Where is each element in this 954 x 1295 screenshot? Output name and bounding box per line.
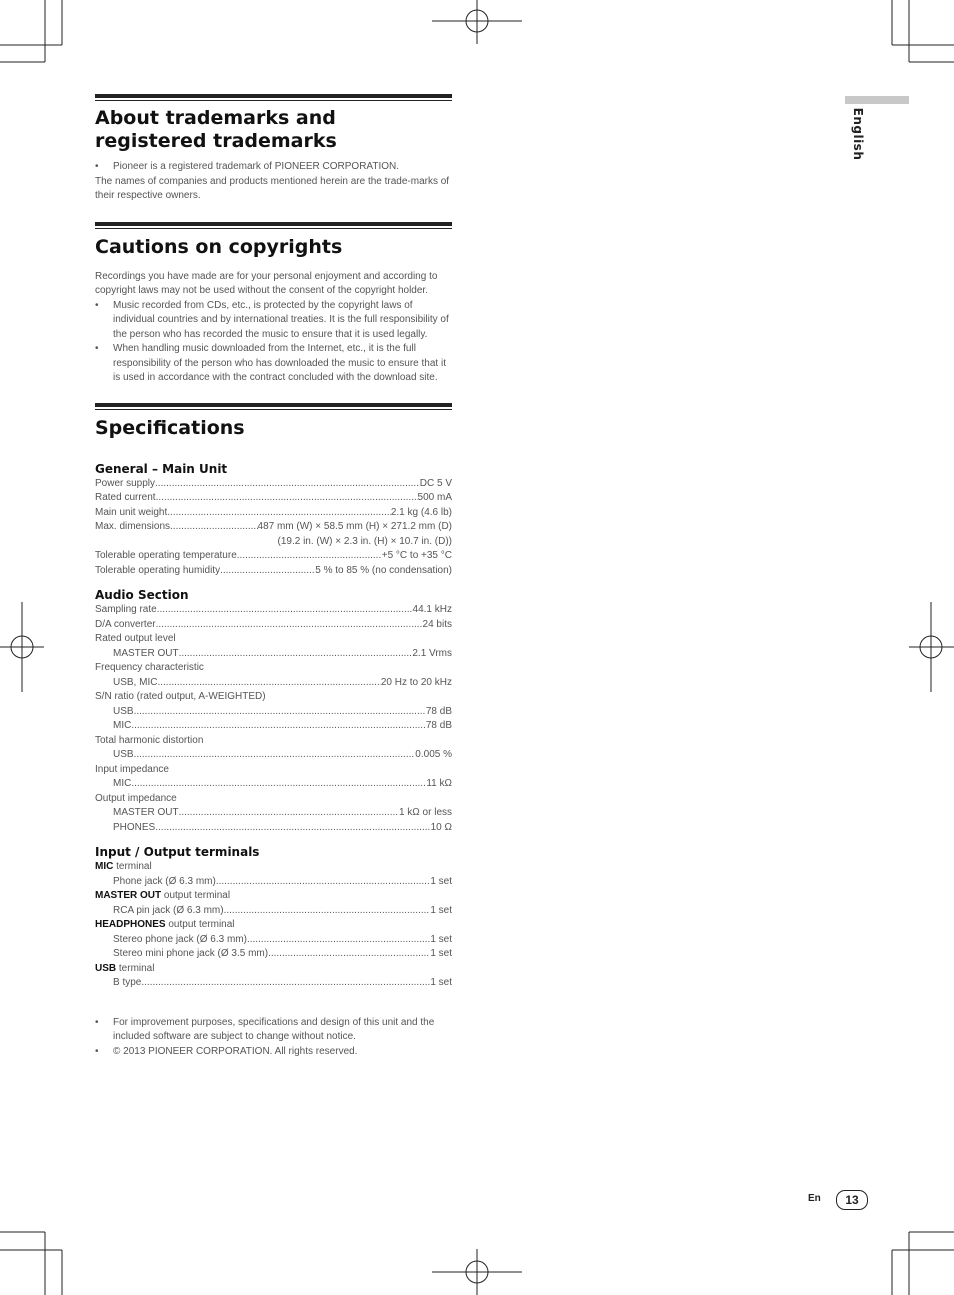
copyrights-body: Recordings you have made are for your personal enjoyment and according to copyright laws may not be used without the consent of the copyright holder. <box>95 270 438 296</box>
spec-value: 20 Hz to 20 kHz <box>380 676 452 688</box>
heading-rule <box>95 94 452 98</box>
heading-rule <box>95 222 452 226</box>
spec-label: Main unit weight <box>95 506 168 518</box>
language-tab <box>845 96 909 104</box>
spec-value: 1 set <box>430 948 452 959</box>
audio-title: Audio Section <box>95 588 189 602</box>
spec-value: 78 dB <box>425 705 452 717</box>
spec-row <box>95 506 452 521</box>
spec-value: +5 °C to +35 °C <box>381 550 452 561</box>
spec-value: 1 set <box>430 933 452 945</box>
spec-value: 0.005 % <box>415 749 452 760</box>
spec-row <box>95 647 452 662</box>
spec-notes <box>95 1016 452 1060</box>
terminal-suffix: terminal <box>116 962 155 974</box>
spec-row <box>95 719 452 734</box>
spec-row <box>95 477 452 492</box>
spec-row <box>95 491 452 506</box>
spec-group-label: Input impedance <box>95 763 169 775</box>
spec-label: MIC <box>113 720 132 731</box>
spec-value: DC 5 V <box>419 477 452 489</box>
spec-label: RCA pin jack (Ø 6.3 mm) <box>113 904 224 916</box>
terminal-suffix: terminal <box>113 861 152 872</box>
spec-value: (19.2 in. (W) × 2.3 in. (H) × 10.7 in. (D)) <box>277 535 452 547</box>
specifications-section <box>95 403 452 1060</box>
language-label: English <box>851 107 865 161</box>
spec-row <box>95 603 452 618</box>
terminal-name: HEADPHONES <box>95 919 166 930</box>
terminals-title: Input / Output terminals <box>95 845 260 859</box>
spec-value: 500 mA <box>417 492 452 503</box>
spec-value: 2.1 Vrms <box>412 647 452 659</box>
terminal-name: USB <box>95 962 117 974</box>
spec-row <box>95 618 452 633</box>
specifications-title: Specifications <box>95 416 245 439</box>
spec-group-label: Total harmonic distortion <box>95 734 204 746</box>
terminal-group <box>95 860 452 875</box>
list-item: • Music recorded from CDs, etc., is protected by the copyright laws of individual countries and by international treaties. It is the full responsibility of the person who has recorded the music to ensure that it is used legally. <box>95 299 452 343</box>
terminal-group <box>95 889 452 904</box>
spec-value: 1 set <box>430 977 452 988</box>
spec-label: USB <box>113 749 134 760</box>
spec-row <box>95 904 452 919</box>
page-number: 13 <box>836 1190 868 1210</box>
terminal-group <box>95 918 452 933</box>
spec-value: 5 % to 85 % (no condensation) <box>315 564 452 576</box>
spec-label: Tolerable operating temperature <box>95 550 237 561</box>
terminal-suffix: output terminal <box>165 919 235 930</box>
spec-label: PHONES <box>113 821 156 833</box>
spec-value: 1 kΩ or less <box>398 807 452 818</box>
spec-row <box>95 976 452 991</box>
trademarks-body: The names of companies and products mentioned herein are the trade-marks of their respective owners. <box>95 175 450 201</box>
spec-value: 44.1 kHz <box>412 604 452 615</box>
terminal-group <box>95 962 452 977</box>
list-item: • For improvement purposes, specifications and design of this unit and the included software are subject to change without notice. <box>95 1016 452 1045</box>
spec-row <box>95 933 452 948</box>
spec-label: D/A converter <box>95 618 156 630</box>
spec-label: Tolerable operating humidity <box>95 564 221 576</box>
terminal-suffix: output terminal <box>161 890 231 901</box>
spec-label: MASTER OUT <box>113 647 179 659</box>
spec-row <box>95 564 452 579</box>
spec-label: Sampling rate <box>95 604 157 615</box>
trademarks-title: About trademarks and registered trademarks <box>95 107 337 152</box>
spec-row <box>95 806 452 821</box>
spec-label: MIC <box>113 778 132 789</box>
spec-label: Rated current <box>95 492 156 503</box>
spec-label: Stereo phone jack (Ø 6.3 mm) <box>113 933 247 945</box>
terminal-name: MIC <box>95 861 114 872</box>
spec-label: MASTER OUT <box>113 807 179 818</box>
spec-label: Stereo mini phone jack (Ø 3.5 mm) <box>113 948 269 959</box>
spec-row <box>95 748 452 763</box>
general-title: General – Main Unit <box>95 461 228 476</box>
terminal-name: MASTER OUT <box>95 890 162 901</box>
trademarks-section <box>95 94 452 204</box>
spec-value: 1 set <box>430 875 452 887</box>
spec-value: 11 kΩ <box>426 778 452 789</box>
spec-row <box>95 777 452 792</box>
spec-row <box>95 535 452 550</box>
spec-value: 24 bits <box>422 618 452 630</box>
footer-language: En <box>808 1193 821 1204</box>
spec-label: Phone jack (Ø 6.3 mm) <box>113 875 216 887</box>
list-item: • Pioneer is a registered trademark of PIONEER CORPORATION. <box>95 160 452 175</box>
spec-group-label: S/N ratio (rated output, A-WEIGHTED) <box>95 691 266 702</box>
trademarks-list <box>95 160 452 175</box>
spec-value: 1 set <box>430 904 452 916</box>
spec-row <box>95 947 452 962</box>
list-item: • When handling music downloaded from the Internet, etc., it is the full responsibility of the person who has downloaded the music to ensure that it is used in accordance with the contract concluded with the download site. <box>95 342 452 386</box>
copyrights-section <box>95 222 452 386</box>
spec-group-label: Rated output level <box>95 633 176 644</box>
spec-group-label: Frequency characteristic <box>95 662 204 673</box>
heading-rule <box>95 403 452 407</box>
list-item: • © 2013 PIONEER CORPORATION. All rights reserved. <box>95 1045 452 1060</box>
spec-value: 10 Ω <box>430 821 452 833</box>
spec-label: USB, MIC <box>113 676 158 688</box>
spec-group-label: Output impedance <box>95 792 177 804</box>
main-column <box>95 94 452 1059</box>
spec-row <box>95 520 452 535</box>
spec-label: B type <box>113 977 142 988</box>
spec-label: Power supply <box>95 477 156 489</box>
copyrights-list <box>95 299 452 386</box>
spec-row <box>95 875 452 890</box>
spec-value: 487 mm (W) × 58.5 mm (H) × 271.2 mm (D) <box>257 521 452 532</box>
spec-row <box>95 821 452 836</box>
copyrights-title: Cautions on copyrights <box>95 235 343 258</box>
spec-label: USB <box>113 705 134 717</box>
spec-value: 2.1 kg (4.6 lb) <box>390 506 452 518</box>
spec-row <box>95 676 452 691</box>
spec-label: Max. dimensions <box>95 521 171 532</box>
spec-value: 78 dB <box>425 720 452 731</box>
spec-row <box>95 705 452 720</box>
spec-row <box>95 549 452 564</box>
